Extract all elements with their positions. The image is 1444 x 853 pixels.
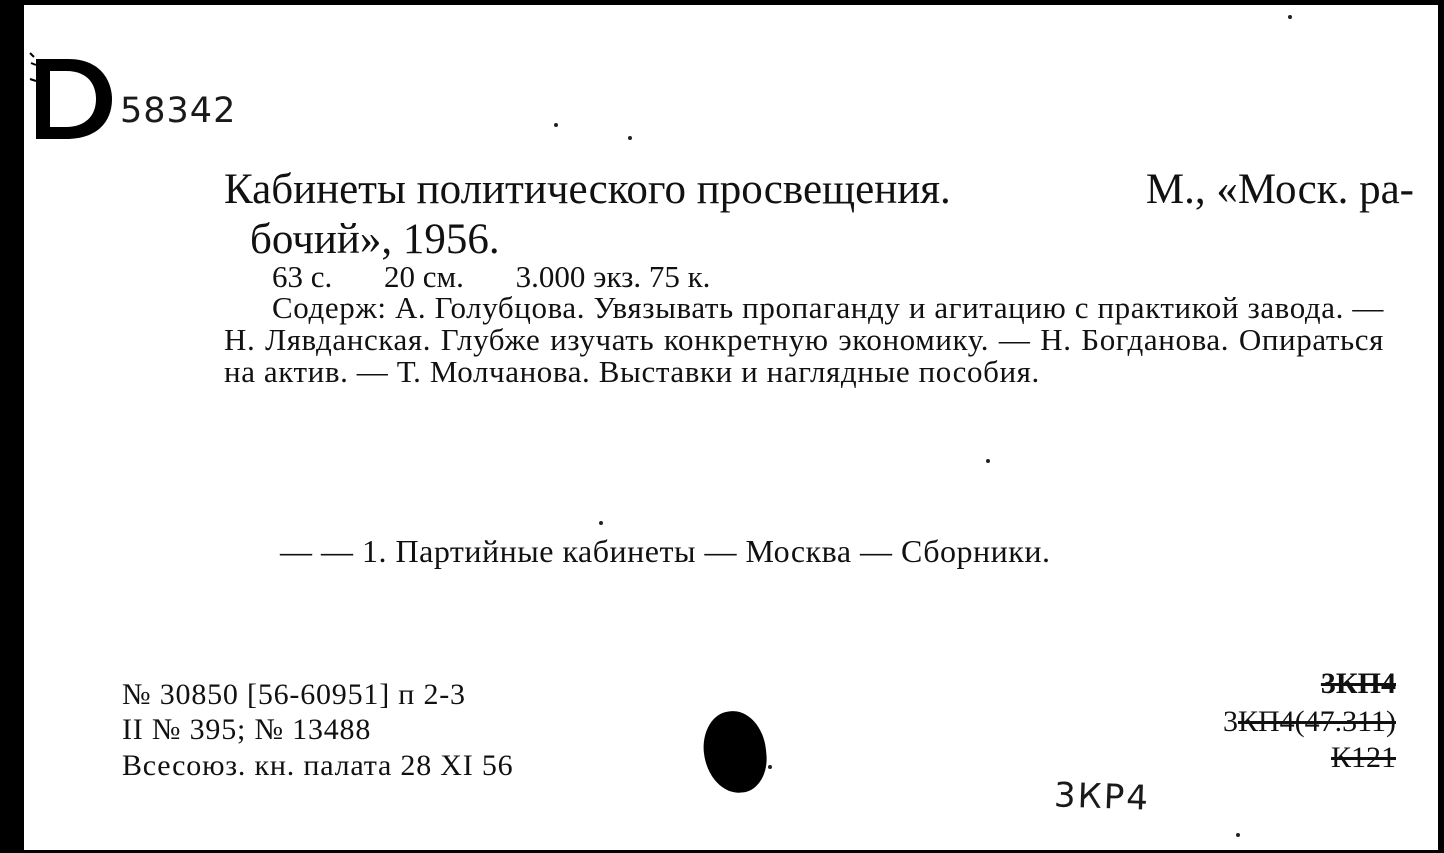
title-main: Кабинеты политического просвещения.: [224, 166, 951, 213]
title-block: [224, 165, 1414, 265]
classification-line-2: [1223, 705, 1396, 739]
size: 20 см.: [384, 259, 464, 294]
ink-blot: [700, 708, 770, 796]
registration-line-3: Всесоюз. кн. палата 28 XI 56: [122, 749, 514, 782]
registration-line-2: II № 395; № 13488: [122, 713, 372, 746]
print-run-price: 3.000 экз. 75 к.: [515, 259, 711, 294]
title-continuation: бочий», 1956.: [250, 216, 500, 263]
handwritten-code: 3КР4: [1053, 775, 1151, 819]
publisher-imprint: М., «Моск. ра-: [1145, 166, 1414, 213]
accession-number: 58342: [120, 91, 237, 131]
library-stamp-d: [28, 51, 114, 143]
speck: [628, 136, 632, 140]
speck: [1236, 833, 1240, 837]
speck: [768, 765, 772, 769]
speck: [986, 459, 990, 463]
pages: 63 с.: [272, 259, 333, 294]
speck: [554, 123, 558, 127]
subject-heading: — — 1. Партийные кабинеты — Москва — Сборники.: [280, 533, 1051, 569]
speck: [1288, 15, 1292, 19]
classification-prefix: 3: [1222, 705, 1238, 738]
contents-note: Содерж: А. Голубцова. Увязывать пропаганду и агитацию с практикой завода. — Н. Лявданская. Глубже изучать конкретную экономику. — Н. Богданова. Опираться на актив. — Т. Молчанова. Выставки и наглядные пособия.: [224, 290, 1384, 389]
classification-line-1: 3КП4: [1320, 667, 1396, 700]
classification-line-3: К121: [1330, 741, 1396, 774]
registration-line-1: № 30850 [56-60951] п 2-3: [122, 678, 466, 711]
classification-struck: КП4(47.311): [1237, 705, 1396, 738]
speck: [599, 521, 603, 525]
